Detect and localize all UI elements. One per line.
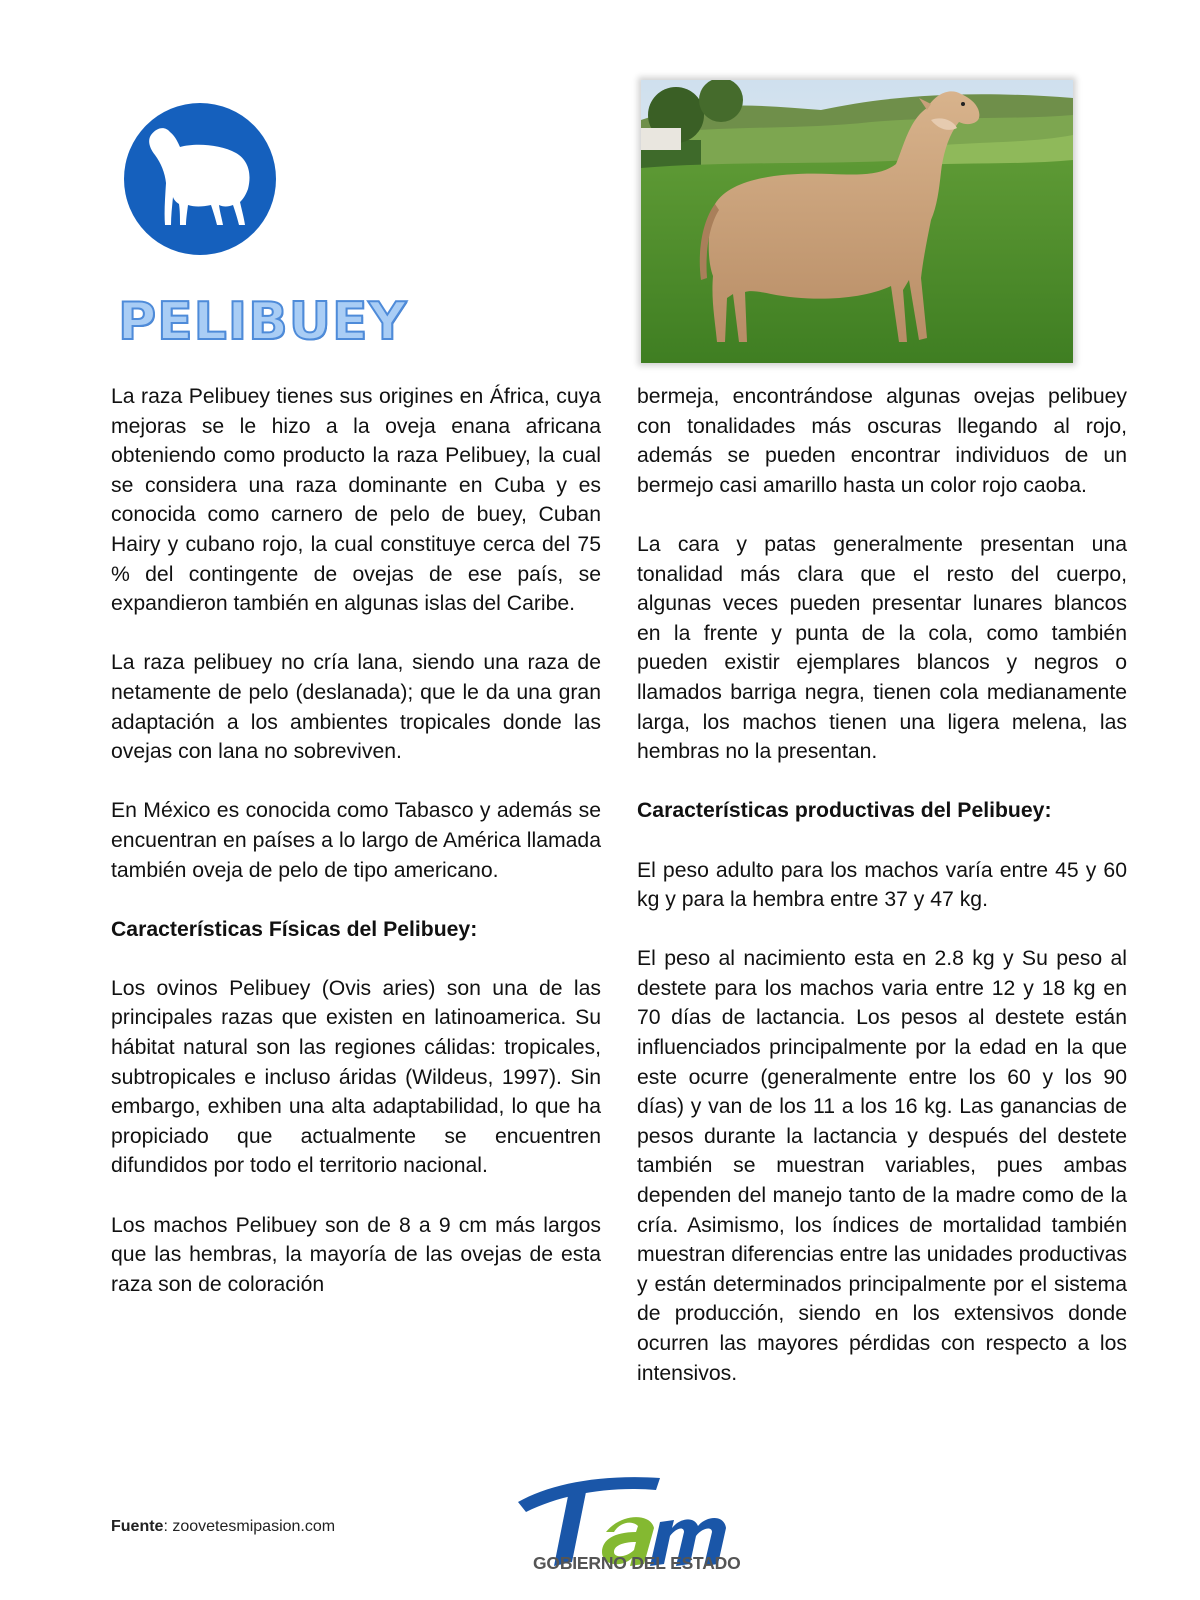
paragraph: El peso adulto para los machos varía entre 45 y 60 kg y para la hembra entre 37 y 47 kg. [637,858,1127,912]
paragraph: Los ovinos Pelibuey (Ovis aries) son una de las principales razas que existen en latinoamerica. Su hábitat natural son las regiones cálidas: tropicales, subtropicales e incluso áridas (Wildeus, 1997). Sin embargo, exhiben una alta adaptabilidad, lo que ha propiciado que actualmente se encuentren difundidos por todo el territorio nacional. [111,976,601,1178]
paragraph: La raza pelibuey no cría lana, siendo una raza de netamente de pelo (deslanada); que le da una gran adaptación a los ambientes tropicales donde las ovejas con lana no sobreviven. [111,651,601,764]
source-text: : zoovetesmipasion.com [163,1518,336,1535]
section-heading: Características Físicas del Pelibuey: [111,917,478,941]
paragraph: En México es conocida como Tabasco y además se encuentran en países a lo largo de América llamada también oveja de pelo de tipo americano. [111,799,601,882]
sheep-icon [124,103,276,255]
logo-subtitle: GOBIERNO DEL ESTADO [533,1553,741,1573]
source-credit [111,1518,335,1536]
paragraph: Los machos Pelibuey son de 8 a 9 cm más largos que las hembras, la mayoría de las ovejas de esta raza son de coloración [111,1213,601,1296]
paragraph: El peso al nacimiento esta en 2.8 kg y Su peso al destete para los machos varia entre 12 y 18 kg en 70 días de lactancia. Los pesos al destete están influenciados principalmente por la edad en la que este ocurre (generalmente entre los 60 y los 90 días) y van de los 11 a los 16 kg. Las ganancias de pesos durante la lactancia y después del destete también se muestran variables, pues ambas dependen del manejo tanto de la madre como de la cría. Asimismo, los índices de mortalidad también muestran diferencias entre las unidades productivas y están determinados principalmente por el sistema de producción, siendo en los extensivos donde ocurren las mayores pérdidas con respecto a los intensivos. [637,947,1127,1385]
right-column [637,382,1127,1388]
page-title: PELIBUEY [118,292,408,352]
sheep-badge [124,103,276,255]
paragraph: La raza Pelibuey tienes sus origines en África, cuya mejoras se le hizo a la oveja enana africana obteniendo como producto la raza Pelibuey, la cual se considera una raza dominante en Cuba y es conocida como carnero de pelo de buey, Cuban Hairy y cubano rojo, la cual constituye cerca del 75 % del contingente de ovejas de ese país, se expandieron también en algunas islas del Caribe. [111,385,601,616]
paragraph: bermeja, encontrándose algunas ovejas pelibuey con tonalidades más oscuras llegando al rojo, además se pueden encontrar individuos de un bermejo casi amarillo hasta un color rojo caoba. [637,385,1127,497]
source-label: Fuente [111,1518,164,1535]
sheep-photo [641,80,1073,363]
left-column [111,382,601,1299]
paragraph: La cara y patas generalmente presentan una tonalidad más clara que el resto del cuerpo, algunas veces pueden presentar lunares blancos en la frente y punta de la cola, como también pueden existir ejemplares blancos y negros o llamados barriga negra, tienen cola medianamente larga, los machos tienen una ligera melena, las hembras no la presentan. [637,532,1127,764]
section-heading: Características productivas del Pelibuey: [637,799,1052,823]
